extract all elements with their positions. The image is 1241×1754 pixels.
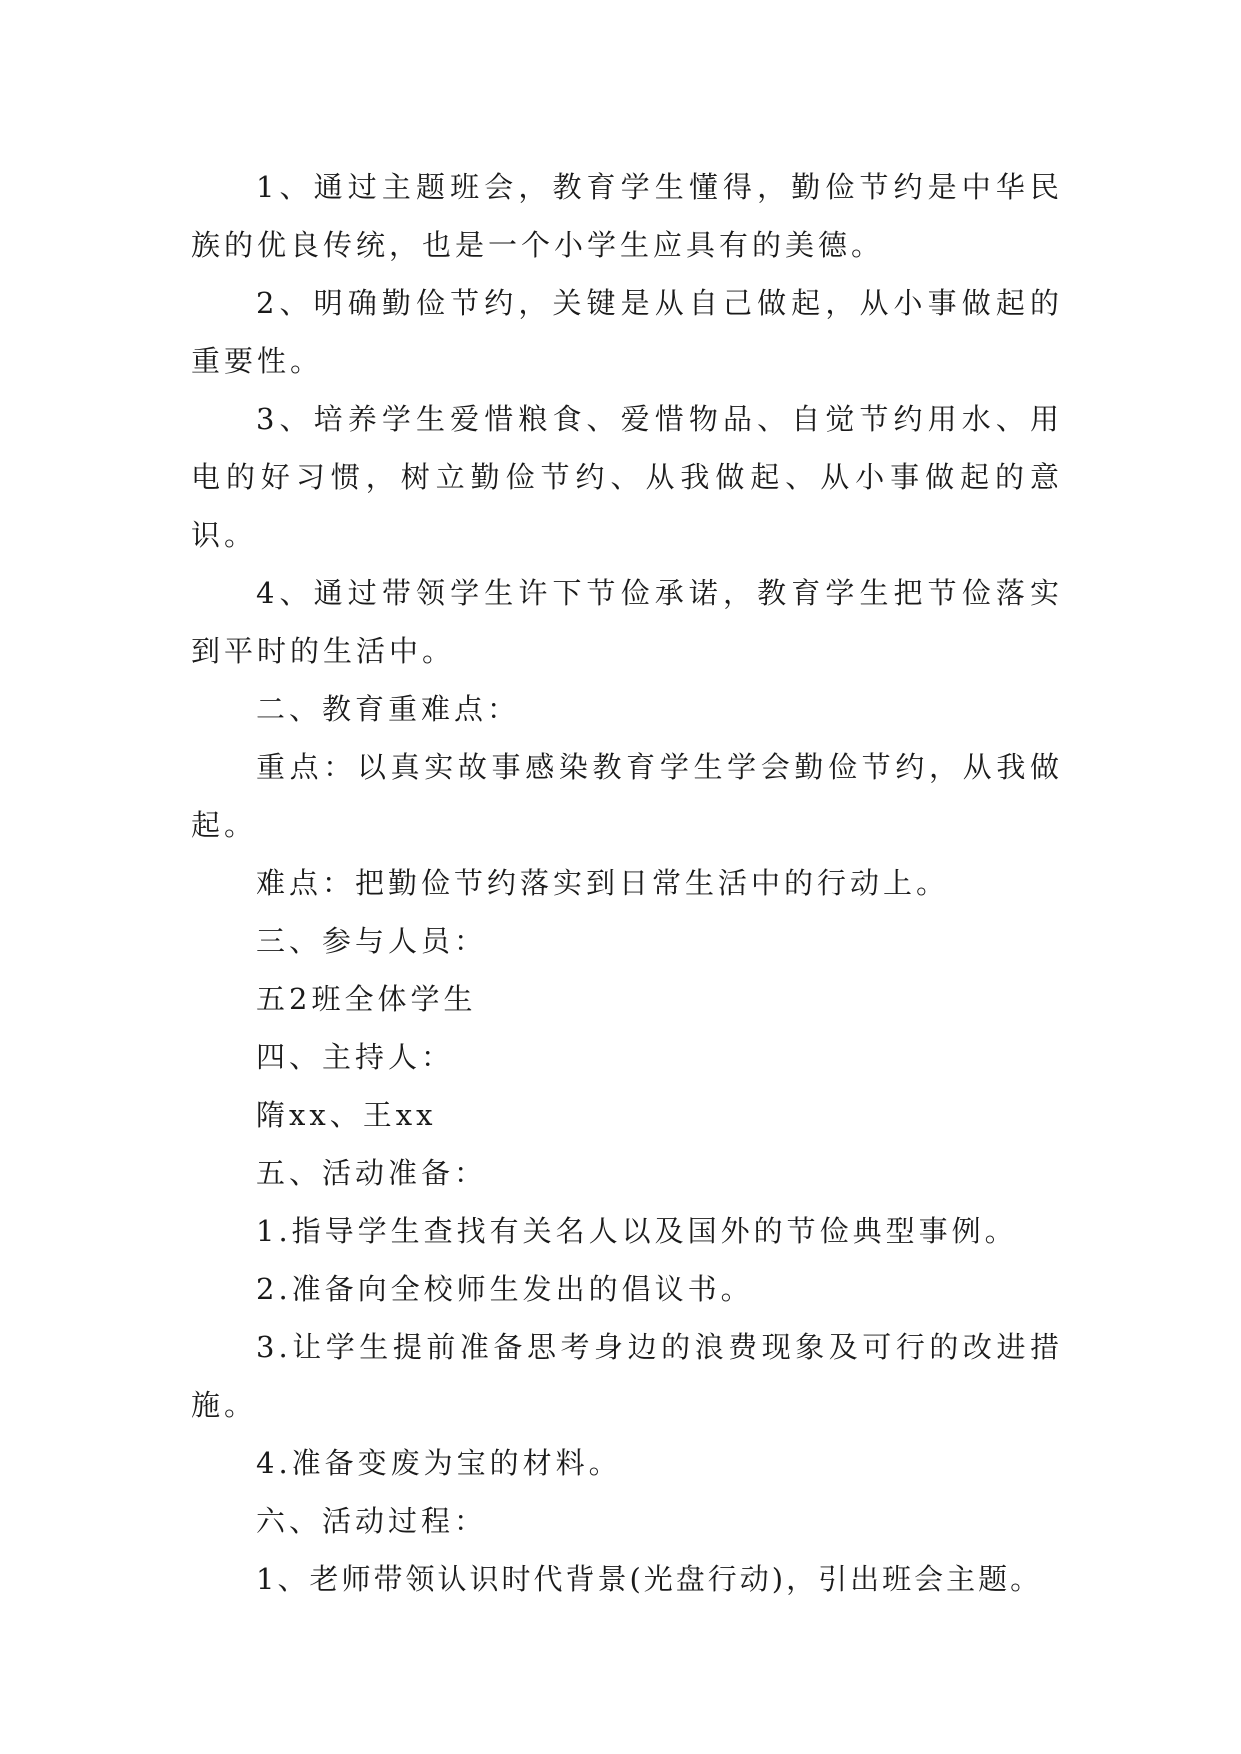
section-heading-hosts: 四、主持人：	[256, 1040, 455, 1074]
paragraph-prep-2: 2.准备向全校师生发出的倡议书。	[256, 1272, 754, 1306]
section-heading-process: 六、活动过程：	[256, 1504, 488, 1538]
section-heading-key-points: 二、教育重难点：	[256, 692, 521, 726]
paragraph-process-1: 1、老师带领认识时代背景(光盘行动)，引出班会主题。	[256, 1562, 1043, 1596]
paragraph-key-point: 重点：以真实故事感染教育学生学会勤俭节约，从我做起。	[191, 750, 1063, 842]
paragraph-prep-1: 1.指导学生查找有关名人以及国外的节俭典型事例。	[256, 1214, 1018, 1248]
paragraph-goal-2: 2、明确勤俭节约，关键是从自己做起，从小事做起的重要性。	[191, 286, 1063, 378]
section-heading-participants: 三、参与人员：	[256, 924, 488, 958]
document-body	[191, 158, 1063, 1608]
section-heading-preparation: 五、活动准备：	[256, 1156, 488, 1190]
paragraph-prep-3: 3.让学生提前准备思考身边的浪费现象及可行的改进措施。	[191, 1330, 1063, 1422]
paragraph-goal-1: 1、通过主题班会，教育学生懂得，勤俭节约是中华民族的优良传统，也是一个小学生应具有的美德。	[191, 170, 1063, 262]
paragraph-hosts: 隋xx、王xx	[256, 1098, 437, 1132]
paragraph-participants: 五2班全体学生	[256, 982, 477, 1016]
paragraph-prep-4: 4.准备变废为宝的材料。	[256, 1446, 622, 1480]
paragraph-difficult-point: 难点：把勤俭节约落实到日常生活中的行动上。	[256, 866, 950, 900]
paragraph-goal-3: 3、培养学生爱惜粮食、爱惜物品、自觉节约用水、用电的好习惯，树立勤俭节约、从我做起、从小事做起的意识。	[191, 402, 1063, 552]
paragraph-goal-4: 4、通过带领学生许下节俭承诺，教育学生把节俭落实到平时的生活中。	[191, 576, 1063, 668]
